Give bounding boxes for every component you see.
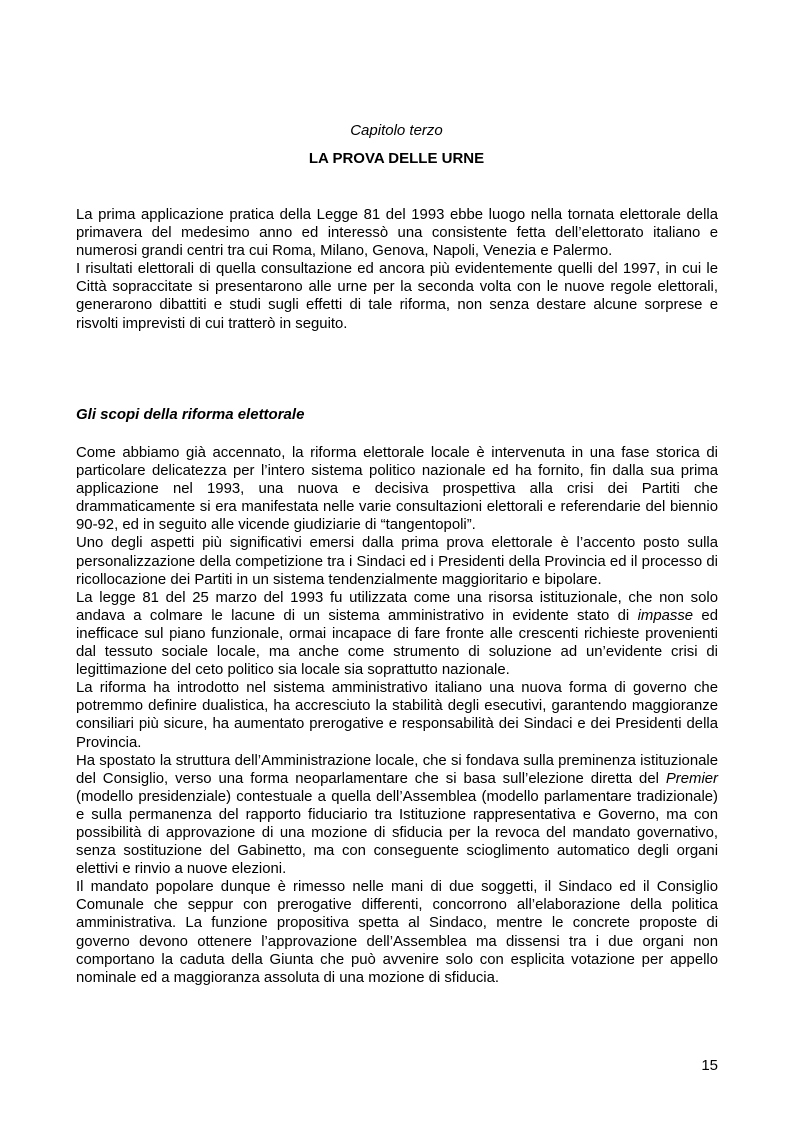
body-paragraph: Il mandato popolare dunque è rimesso nelle mani di due soggetti, il Sindaco ed il Consiglio Comunale che seppur con prerogative differenti, concorrono all’elaborazione della politica amministrativa. La funzione propositiva spetta al Sindaco, mentre le concrete proposte di governo devono ottenere l’approvazione dell’Assemblea ma dissensi tra i due organi non comportano la caduta della Giunta che può avvenire solo con esplicita votazione per appello nominale ed a maggioranza assoluta di una mozione di sfiducia. [76,879,718,986]
body-paragraph: Come abbiamo già accennato, la riforma elettorale locale è intervenuta in una fase storica di particolare delicatezza per l’intero sistema politico nazionale ed ha fornito, fin dalla sua prima applicazione nel 1993, una nuova e decisiva prospettiva alla crisi dei Partiti che drammaticamente si era manifestata nelle varie consultazioni elettorali e referendarie del biennio 90-92, ed in seguito alle vicende giudiziarie di “tangentopoli”. [76,445,718,534]
page-number: 15 [701,1057,718,1074]
section-heading: Gli scopi della riforma elettorale [76,406,305,423]
body-paragraph [76,589,718,679]
intro-paragraph: La prima applicazione pratica della Legge 81 del 1993 ebbe luogo nella tornata elettorale della primavera del medesimo anno ed interessò una consistente fetta dell’elettorato italiano e numerosi grandi centri tra cui Roma, Milano, Genova, Napoli, Venezia e Palermo. [76,207,718,260]
text-run: La legge 81 del 25 marzo del 1993 fu utilizzata come una risorsa istituzionale, che non solo andava a colmare le lacune di un sistema amministrativo in evidente stato di [76,589,718,624]
italic-term: Premier [665,770,718,787]
body-paragraph: Uno degli aspetti più significativi emersi dalla prima prova elettorale è l’accento posto sulla personalizzazione della competizione tra i Sindaci ed i Presidenti della Provincia ed il processo di ricollocazione dei Partiti in un sistema tendenzialmente maggioritario e bipolare. [76,535,718,588]
intro-text [76,206,718,333]
body-paragraph: La riforma ha introdotto nel sistema amministrativo italiano una nuova forma di governo che potremmo definire dualistica, ha accresciuto la stabilità degli esecutivi, garantendo maggioranze consiliari più sicure, ha aumentato prerogative e responsabilità dei Sindaci e dei Presidenti della Provincia. [76,680,718,751]
intro-paragraph: I risultati elettorali di quella consultazione ed ancora più evidentemente quelli del 1997, in cui le Città sopraccitate si presentarono alle urne per la seconda volta con le nuove regole elettorali, generarono dibattiti e studi sugli effetti di tale riforma, non senza destare alcune sorprese e risvolti imprevisti di cui tratterò in seguito. [76,261,718,332]
section-body [76,444,718,987]
text-run: Ha spostato la struttura dell’Amministrazione locale, che si fondava sulla preminenza istituzionale del Consiglio, verso una forma neoparlamentare che si basa sull’elezione diretta del [76,752,718,787]
italic-term: impasse [637,607,694,624]
chapter-title: LA PROVA DELLE URNE [308,150,485,167]
chapter-label: Capitolo terzo [350,122,443,139]
text-run: (modello presidenziale) contestuale a quella dell’Assemblea (modello parlamentare tradizionale) e sulla permanenza del rapporto fiduciario tra Istituzione rappresentativa e Governo, ma con possibilità di approvazione di una mozione di sfiducia per la revoca del mandato governativo, senza sostituzione del Gabinetto, ma con conseguente scioglimento automatico degli organi elettivi e rinvio a nuove elezioni. [76,788,718,878]
body-paragraph [76,752,718,879]
text-run: ed inefficace sul piano funzionale, ormai incapace di fare fronte alle crescenti richieste provenienti dal tessuto sociale locale, ma anche come strumento di soluzione ad un’evidente crisi di legittimazione del ceto politico sia locale sia soprattutto nazionale. [76,607,718,679]
